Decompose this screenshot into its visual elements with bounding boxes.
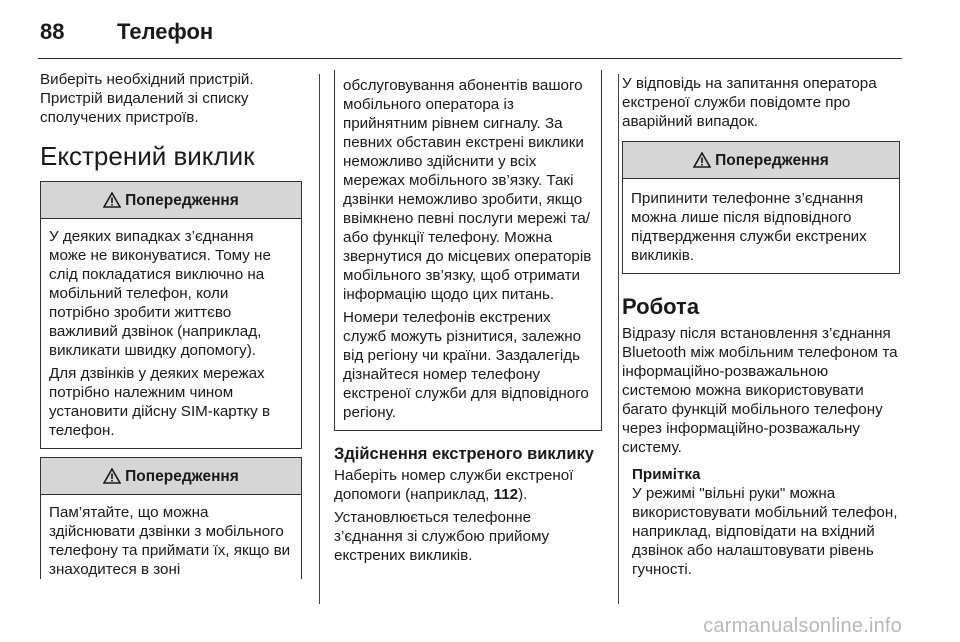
column-2 bbox=[334, 74, 602, 569]
emergency-number: 112 bbox=[493, 486, 519, 503]
connection-paragraph: Установлюється телефонне з’єднання зі службою прийому екстрених викликів. bbox=[334, 509, 550, 564]
warning-text: Номери телефонів екстрених служб можуть різнитися, залежно від регіону чи країни. Заздалегідь дізнайтеся номер телефону екстреної служби для відповідного регіону. bbox=[343, 309, 589, 421]
column-1 bbox=[40, 70, 302, 579]
intro-paragraph: Виберіть необхідний пристрій. Пристрій видалений зі списку сполучених пристроїв. bbox=[40, 71, 254, 126]
report-paragraph: У відповідь на запитання оператора екстреної служби повідомте про аварійний випадок. bbox=[622, 75, 877, 130]
dial-paragraph: Наберіть номер служби екстреної допомоги (наприклад, 112). bbox=[334, 467, 574, 503]
subsection-heading: Здійснення екстреного виклику bbox=[334, 445, 594, 463]
warning-text: Пам’ятайте, що можна здійснювати дзвінки з мобільного телефону та приймати їх, якщо ви знаходитеся в зоні bbox=[49, 504, 291, 578]
column-3 bbox=[622, 74, 900, 583]
section-heading-emergency: Екстрений виклик bbox=[40, 141, 255, 171]
warning-title: Попередження bbox=[715, 151, 829, 169]
warning-title: Попередження bbox=[125, 191, 239, 209]
warning-box-1 bbox=[40, 181, 302, 449]
page-title: Телефон bbox=[117, 19, 214, 44]
warning-title: Попередження bbox=[125, 467, 239, 485]
header-divider bbox=[38, 58, 902, 59]
warning-triangle-icon bbox=[103, 192, 121, 208]
warning-text: У деяких випадках з’єднання може не виконуватися. Тому не слід покладатися виключно на мобільний телефон, коли потрібно зробити життєво важливий дзвінок (наприклад, викликати швидку допомогу). bbox=[49, 228, 271, 359]
warning-header bbox=[41, 458, 301, 495]
warning-box-2 bbox=[40, 457, 302, 579]
column-divider-2 bbox=[618, 74, 619, 604]
section-heading-operation: Робота bbox=[622, 294, 700, 319]
warning-text: Для дзвінків у деяких мережах потрібно належним чином установити дійсну SIM-картку в телефон. bbox=[49, 365, 271, 439]
page-number: 88 bbox=[40, 19, 65, 44]
warning-box-continued bbox=[334, 70, 602, 431]
warning-header bbox=[41, 182, 301, 219]
warning-text: Припинити телефонне з’єднання можна лише після відповідного підтвердження служби екстрених викликів. bbox=[631, 190, 867, 264]
note-title: Примітка bbox=[632, 466, 701, 483]
warning-box-3 bbox=[622, 141, 900, 274]
warning-triangle-icon bbox=[103, 468, 121, 484]
note-block bbox=[622, 465, 900, 579]
operation-paragraph: Відразу після встановлення з’єднання Bluetooth між мобільним телефоном та інформаційно-розважальною системою можна використовувати багато функцій мобільного телефону через інформаційно-розважальну систему. bbox=[622, 325, 898, 456]
column-divider-1 bbox=[319, 74, 320, 604]
warning-text: обслуговування абонентів вашого мобільного оператора із прийнятним рівнем сигналу. За певних обставин екстрені виклики неможливо здійснити у всіх мережах мобільного зв’язку. Такі дзвінки неможливо зробити, якщо ввімкнено певні послуги мережі та/або функції телефону. Можна звернутися до місцевих операторів мобільного зв’язку, щоб отримати інформацію щодо цих питань. bbox=[343, 77, 592, 303]
warning-triangle-icon bbox=[693, 152, 711, 168]
warning-header bbox=[623, 142, 899, 179]
note-text: У режимі "вільні руки" можна використовувати мобільний телефон, наприклад, відповідати на вхідний дзвінок або налаштовувати рівень гучності. bbox=[632, 485, 898, 578]
page-header bbox=[40, 12, 213, 52]
watermark: carmanualsonline.info bbox=[703, 615, 902, 637]
